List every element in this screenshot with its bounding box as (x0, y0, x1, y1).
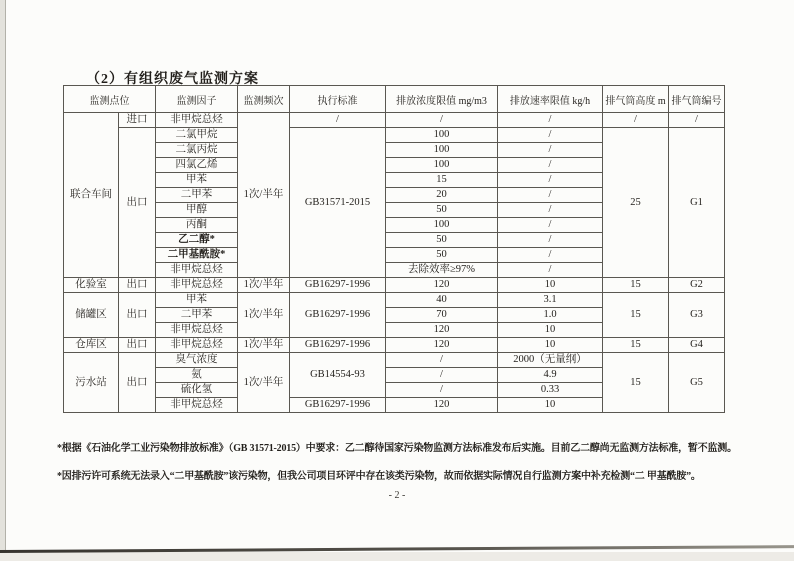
table-cell: GB14554-93 (290, 353, 386, 398)
table-cell: 40 (386, 293, 498, 308)
table-cell: 非甲烷总烃 (156, 113, 238, 128)
table-cell: 仓库区 (64, 338, 119, 353)
table-cell: 1次/半年 (238, 338, 290, 353)
table-cell: 100 (386, 158, 498, 173)
table-cell: G3 (669, 293, 725, 338)
table-cell: 非甲烷总烃 (156, 263, 238, 278)
table-cell: 50 (386, 233, 498, 248)
table-cell: 化验室 (64, 278, 119, 293)
table-cell: 4.9 (498, 368, 603, 383)
table-cell: 1.0 (498, 308, 603, 323)
table-cell: G2 (669, 278, 725, 293)
table-cell: 120 (386, 323, 498, 338)
table-cell: 甲苯 (156, 173, 238, 188)
table-cell: 出口 (119, 338, 156, 353)
table-cell: 1次/半年 (238, 278, 290, 293)
table-cell: / (386, 113, 498, 128)
table-header (64, 86, 725, 113)
table-cell: 二甲基酰胺* (156, 248, 238, 263)
table-cell: / (498, 173, 603, 188)
table-cell: GB16297-1996 (290, 338, 386, 353)
table-cell: 100 (386, 218, 498, 233)
table-cell: 出口 (119, 278, 156, 293)
table-cell: 3.1 (498, 293, 603, 308)
table-cell: 联合车间 (64, 113, 119, 278)
table-cell: / (669, 113, 725, 128)
header-cell: 监测频次 (238, 86, 290, 113)
table-cell: 非甲烷总烃 (156, 278, 238, 293)
table-cell: 120 (386, 278, 498, 293)
table-cell: 10 (498, 398, 603, 413)
table-cell: 臭气浓度 (156, 353, 238, 368)
scan-page-left-edge (0, 0, 6, 561)
table-cell: / (498, 218, 603, 233)
table-cell: 氨 (156, 368, 238, 383)
table-row (64, 338, 725, 353)
table-cell: GB16297-1996 (290, 293, 386, 338)
table-cell: / (498, 233, 603, 248)
table-cell: / (386, 353, 498, 368)
table-cell: 出口 (119, 353, 156, 413)
header-cell: 排放速率限值 kg/h (498, 86, 603, 113)
table-cell: / (386, 383, 498, 398)
table-row (64, 113, 725, 128)
table-cell: 出口 (119, 128, 156, 278)
table-cell: 15 (603, 338, 669, 353)
table-cell: 丙酮 (156, 218, 238, 233)
header-cell: 排气筒高度 m (603, 86, 669, 113)
table-cell: 1次/半年 (238, 113, 290, 278)
header-cell: 监测因子 (156, 86, 238, 113)
scan-area-below-page (0, 552, 794, 561)
footnote-2: *因排污许可系统无法录入“二甲基酰胺”该污染物，但我公司项目环评中存在该类污染物，故而依据实际情况自行监测方案中补充检测“二 甲基酰胺”。 (57, 471, 701, 482)
table-cell: G4 (669, 338, 725, 353)
table-cell: 非甲烷总烃 (156, 323, 238, 338)
table-cell: 二氯甲烷 (156, 128, 238, 143)
table-cell: / (498, 143, 603, 158)
table-cell: 120 (386, 398, 498, 413)
table-cell: / (498, 188, 603, 203)
table-cell: 二甲苯 (156, 308, 238, 323)
table-cell: / (498, 203, 603, 218)
table-cell: 硫化氢 (156, 383, 238, 398)
table-cell: 二甲苯 (156, 188, 238, 203)
page-number: - 2 - (388, 490, 406, 501)
table-cell: 去除效率≥97% (386, 263, 498, 278)
table-cell: 70 (386, 308, 498, 323)
table-body (64, 113, 725, 413)
header-cell: 执行标准 (290, 86, 386, 113)
table-row (64, 353, 725, 368)
table-cell: / (498, 128, 603, 143)
table-cell: / (498, 158, 603, 173)
table-cell: 四氯乙烯 (156, 158, 238, 173)
table-cell: 100 (386, 128, 498, 143)
table-cell: 100 (386, 143, 498, 158)
table-cell: GB16297-1996 (290, 278, 386, 293)
table-cell: 2000（无量纲） (498, 353, 603, 368)
table-cell: 20 (386, 188, 498, 203)
table-cell: 50 (386, 248, 498, 263)
header-cell: 监测点位 (64, 86, 156, 113)
table-cell: GB16297-1996 (290, 398, 386, 413)
table-cell: / (498, 248, 603, 263)
table-cell: 15 (603, 278, 669, 293)
table-cell: 储罐区 (64, 293, 119, 338)
table-cell: / (290, 113, 386, 128)
table-cell: G1 (669, 128, 725, 278)
table-cell: 120 (386, 338, 498, 353)
table-cell: 污水站 (64, 353, 119, 413)
table-cell: / (498, 263, 603, 278)
header-cell: 排放浓度限值 mg/m3 (386, 86, 498, 113)
table-cell: 进口 (119, 113, 156, 128)
table-cell: 非甲烷总烃 (156, 338, 238, 353)
table-cell: 甲苯 (156, 293, 238, 308)
table-cell: 二氯丙烷 (156, 143, 238, 158)
header-cell: 排气筒编号 (669, 86, 725, 113)
table-cell: 非甲烷总烃 (156, 398, 238, 413)
table-cell: 10 (498, 323, 603, 338)
table-row (64, 128, 725, 143)
table-cell: 15 (386, 173, 498, 188)
table-cell: GB31571-2015 (290, 128, 386, 278)
table-cell: 1次/半年 (238, 293, 290, 338)
table-cell: 乙二醇* (156, 233, 238, 248)
table-cell: 15 (603, 353, 669, 413)
table-cell: 0.33 (498, 383, 603, 398)
table-cell: 甲醇 (156, 203, 238, 218)
table-cell: 10 (498, 278, 603, 293)
table-cell: 出口 (119, 293, 156, 338)
table-cell: / (498, 113, 603, 128)
table-cell: / (603, 113, 669, 128)
footnote-1: *根据《石油化学工业污染物排放标准》（GB 31571-2015）中要求：乙二醇待国家污染物监测方法标准发布后实施。目前乙二醇尚无监测方法标准，暂不监测。 (57, 443, 737, 454)
table-cell: 50 (386, 203, 498, 218)
table-cell: 1次/半年 (238, 353, 290, 413)
table-cell: 15 (603, 293, 669, 338)
table-row (64, 278, 725, 293)
monitoring-table (63, 85, 725, 413)
table-cell: / (386, 368, 498, 383)
table-cell: G5 (669, 353, 725, 413)
table-cell: 25 (603, 128, 669, 278)
section-title: （2）有组织废气监测方案 (86, 71, 259, 87)
table-row (64, 293, 725, 308)
table-cell: 10 (498, 338, 603, 353)
